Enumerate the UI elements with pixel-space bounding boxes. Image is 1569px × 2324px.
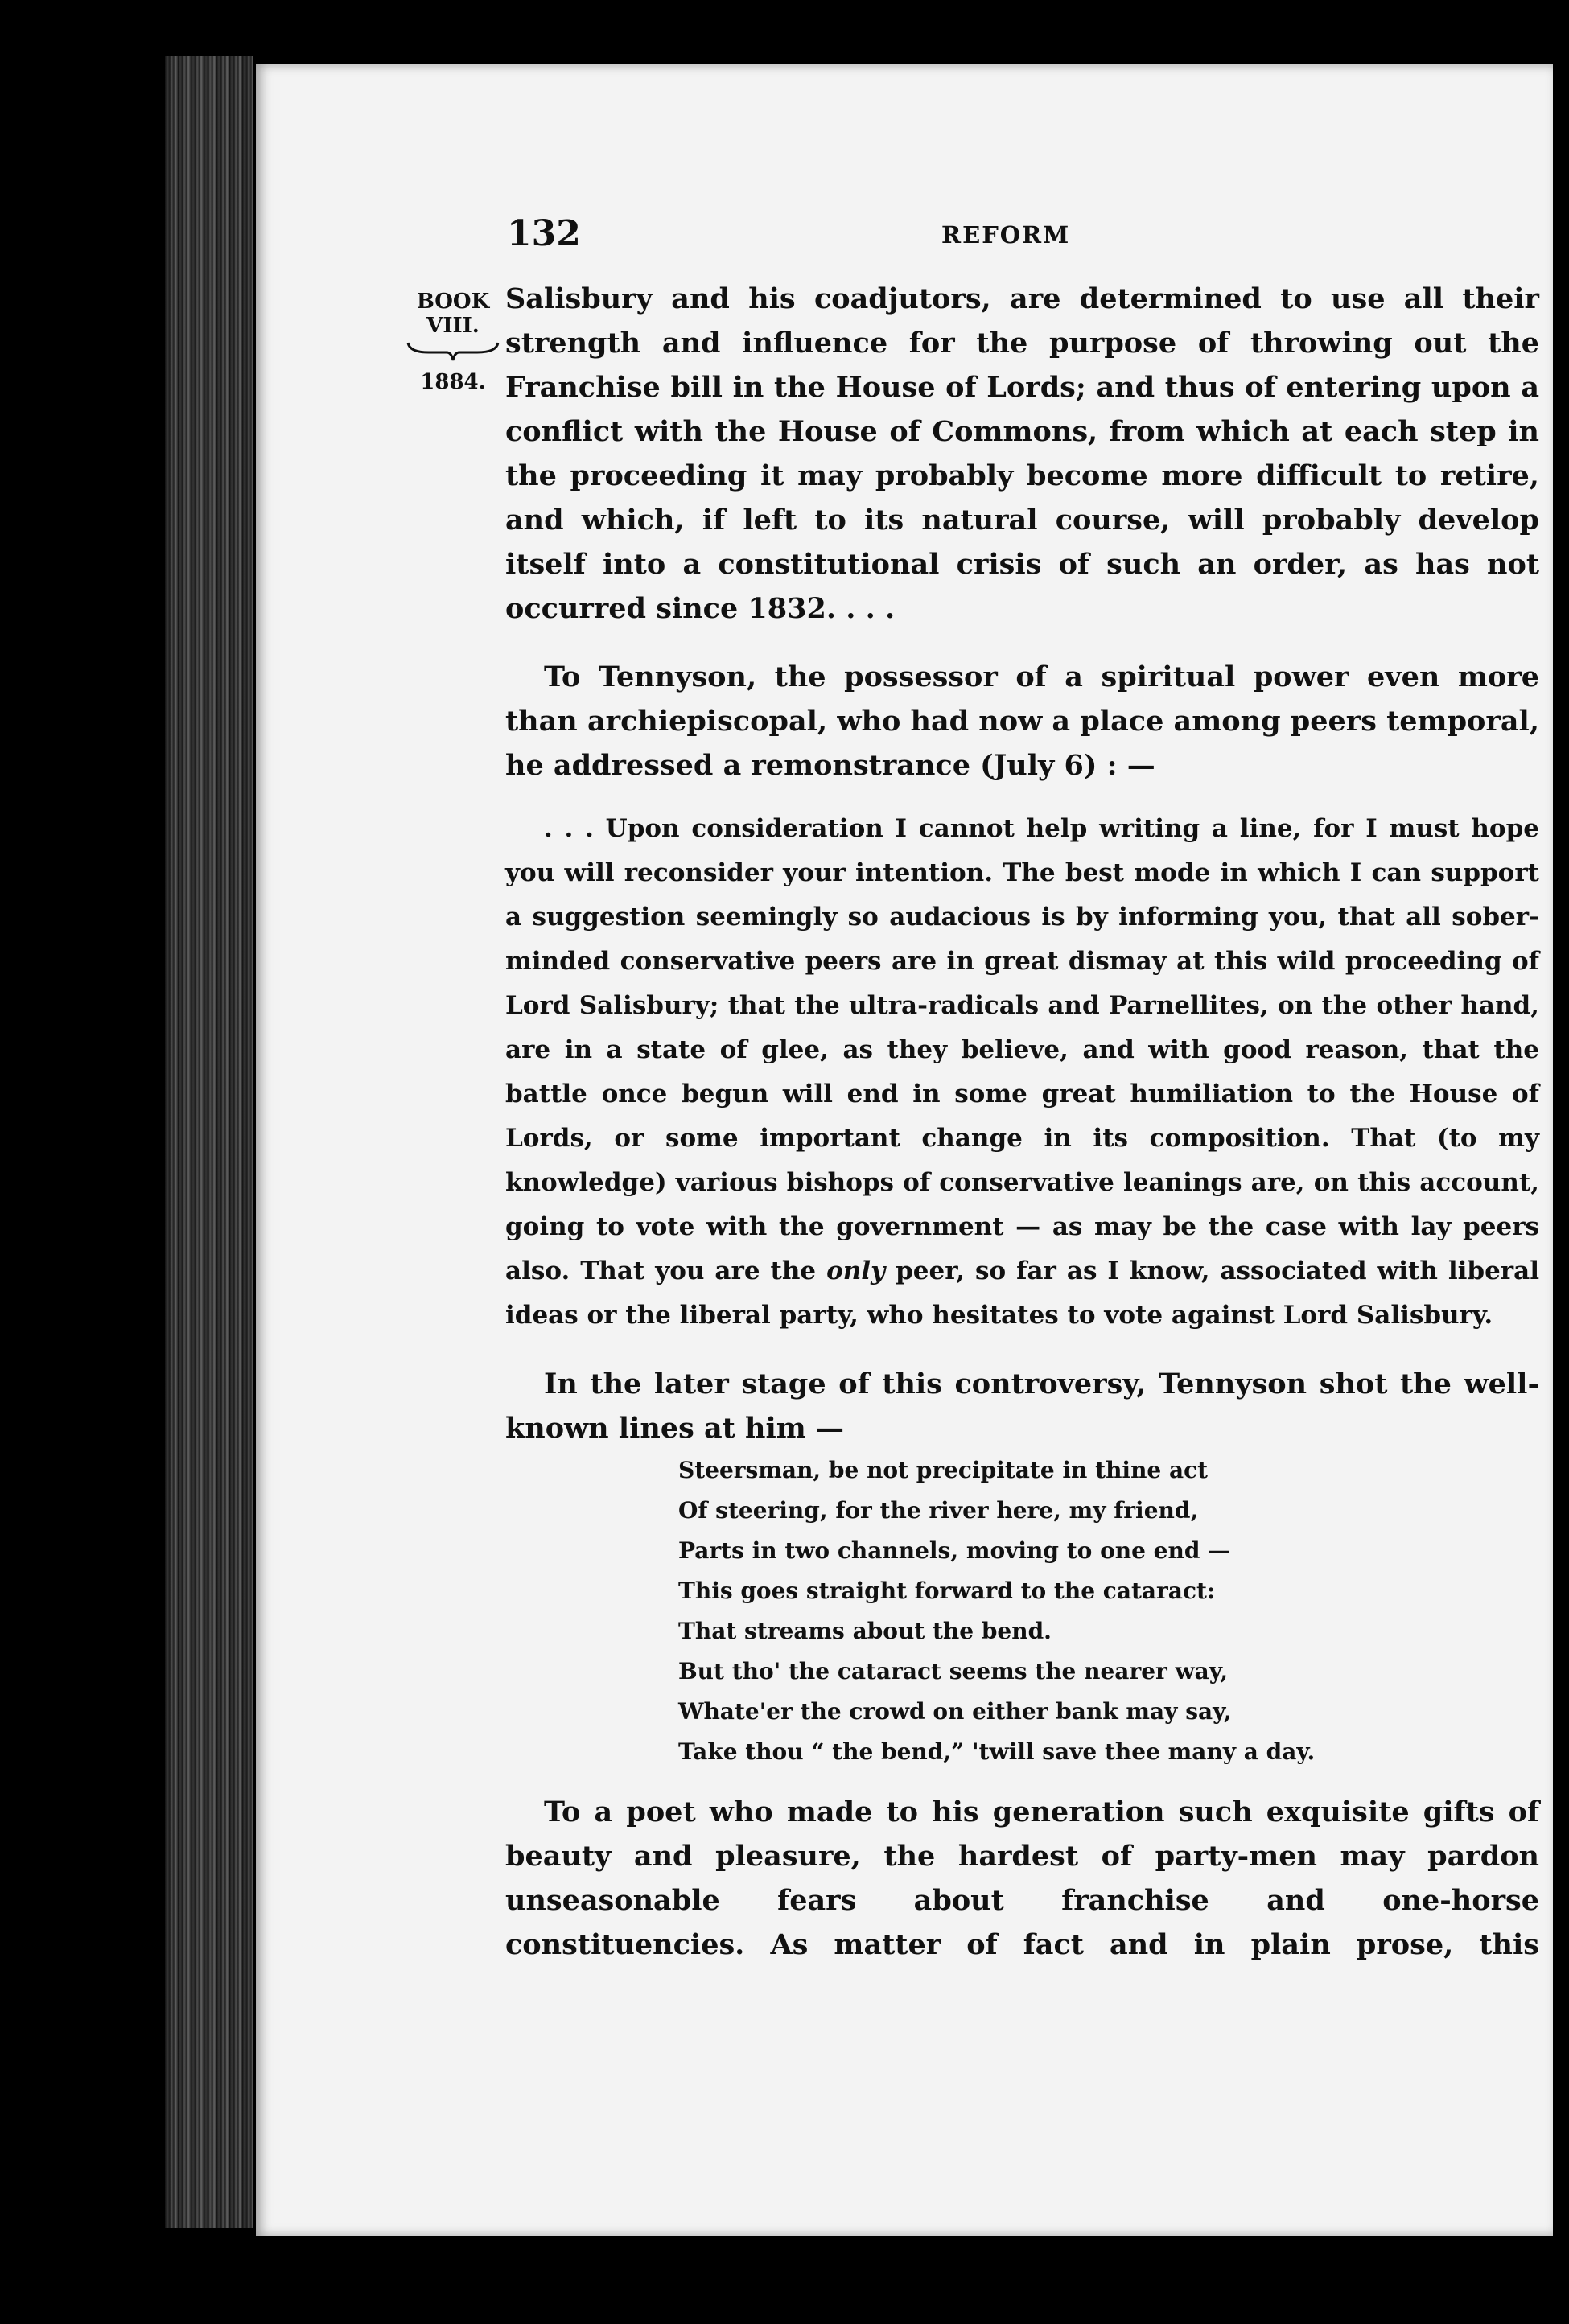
- running-title: REFORM: [941, 221, 1071, 249]
- book-page: [256, 64, 1553, 2236]
- letter-text-part-2: peer, so far as I know, associated with liberal ideas or the liberal party, who hesitates to vote against Lord Salisbury.: [505, 1257, 1539, 1330]
- brace-icon: [405, 339, 501, 362]
- poem-line: But tho' the cataract seems the nearer way,: [678, 1658, 1229, 1684]
- poem-line: Parts in two channels, moving to one end —: [678, 1537, 1231, 1564]
- poem-line: Take thou “ the bend,” 'twill save thee many a day.: [678, 1738, 1316, 1765]
- poem-line: Whate'er the crowd on either bank may say,: [678, 1698, 1232, 1725]
- poem-line: Steersman, be not precipitate in thine act: [678, 1457, 1209, 1483]
- margin-note: [401, 290, 505, 394]
- letter-quotation: [505, 807, 1539, 1338]
- poem-stanza: [678, 1450, 1539, 1772]
- poem-line: That streams about the bend.: [678, 1618, 1052, 1644]
- body-text: [505, 277, 1539, 1967]
- page-number: 132: [507, 213, 581, 254]
- poem-line: This goes straight forward to the cataract:: [678, 1577, 1216, 1604]
- margin-year-label: 1884.: [420, 370, 486, 394]
- poem-line: Of steering, for the river here, my friend,: [678, 1497, 1199, 1524]
- letter-text-part-1: . . . Upon consideration I cannot help writing a line, for I must hope you will reconsider your intention. The best mode in which I can support a suggestion seemingly so audacious is by informing you, that all sober-minded conservative peers are in great dismay at this wild proceeding of Lord Salisbury; that the ultra-radicals and Parnellites, on the other hand, are in a state of glee, as they believe, and with good reason, that the battle once begun will end in some great humiliation to the House of Lords, or some important change in its composition. That (to my knowledge) various bishops of conservative leanings are, on this account, going to vote with the government — as may be the case with lay peers also. That you are the: [505, 814, 1539, 1285]
- running-head: [256, 213, 1553, 261]
- margin-book-label: BOOK: [416, 290, 490, 314]
- paragraph-continuation: Salisbury and his coadjutors, are determined to use all their strength and influence for the purpose of throwing out the Franchise bill in the House of Lords; and thus of entering upon a conflict with the House of Commons, from which at each step in the proceeding it may probably become more difficult to retire, and which, if left to its natural course, will probably develop itself into a constitutional crisis of such an order, as has not occurred since 1832. . . .: [505, 282, 1539, 625]
- book-binding-gutter: [165, 56, 253, 2228]
- margin-volume-label: VIII.: [426, 314, 480, 338]
- paragraph-later-stage: In the later stage of this controversy, Tennyson shot the well-known lines at him —: [505, 1368, 1539, 1445]
- paragraph-poet: To a poet who made to his generation such exquisite gifts of beauty and pleasure, the hardest of party-men may pardon unseasonable fears about franchise and one-horse constituencies. As matter of fact and in plain prose, this: [505, 1795, 1539, 1961]
- letter-emphasis-only: only: [826, 1257, 886, 1285]
- paragraph-tennyson-remonstrance: To Tennyson, the possessor of a spiritual power even more than archiepiscopal, who had now a place among peers temporal, he addressed a remonstrance (July 6) : —: [505, 660, 1539, 782]
